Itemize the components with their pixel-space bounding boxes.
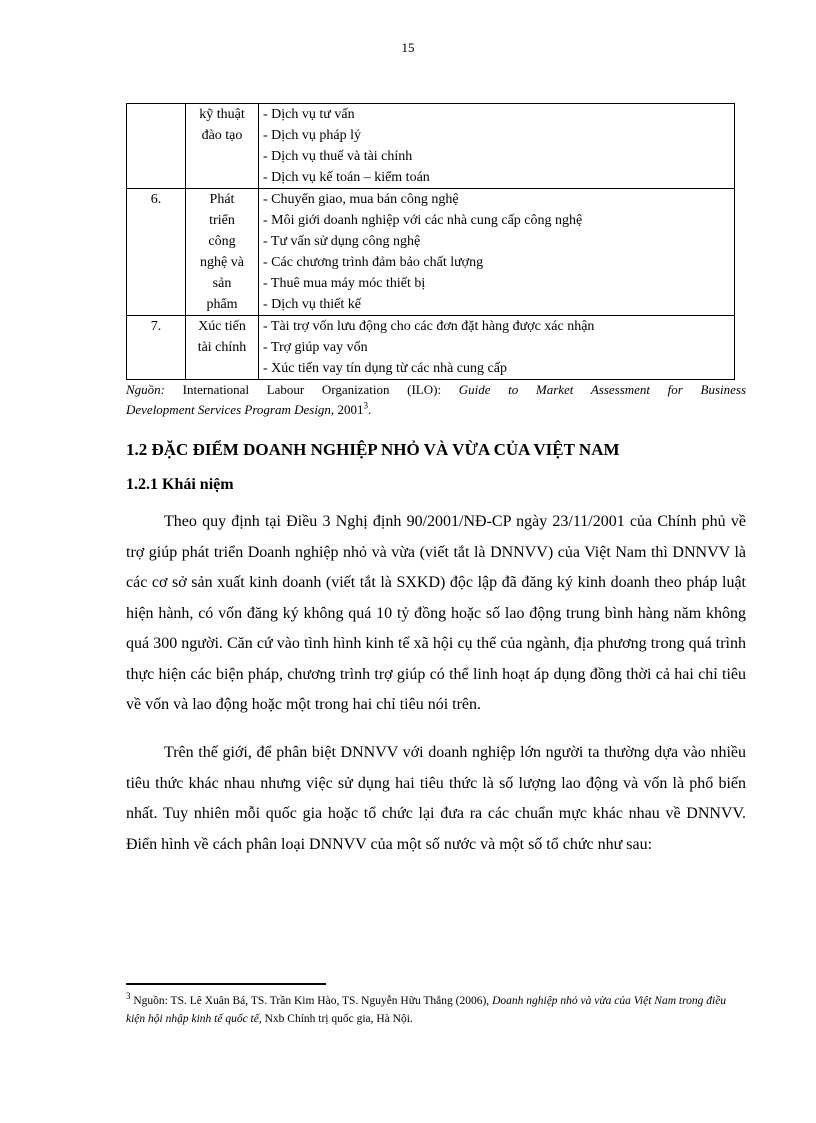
footnote-number: 3	[126, 991, 131, 1002]
category-line: đào tạo	[201, 128, 243, 143]
category-line: nghệ và	[200, 255, 244, 270]
footnote	[126, 992, 746, 1028]
row-category	[186, 104, 259, 189]
list-item: - Dịch vụ thiết kế	[263, 297, 361, 312]
row-items	[259, 104, 735, 189]
list-item: - Môi giới doanh nghiệp với các nhà cung cấp công nghệ	[263, 213, 583, 228]
table-source-note	[126, 380, 746, 420]
list-item: - Xúc tiến vay tín dụng từ các nhà cung cấp	[263, 361, 507, 376]
page-number: 15	[401, 40, 415, 55]
subsection-heading: 1.2.1 Khái niệm	[126, 476, 234, 493]
row-items	[259, 189, 735, 316]
source-org: International Labour Organization (ILO):	[165, 382, 459, 397]
source-title: Guide to Market Assessment for Business	[458, 382, 746, 397]
category-line: sản	[212, 276, 232, 291]
source-line-2	[126, 400, 746, 420]
category-line: triển	[209, 213, 235, 228]
list-item: - Dịch vụ kế toán – kiểm toán	[263, 170, 430, 185]
source-line-1	[126, 380, 746, 400]
services-table	[126, 103, 735, 380]
footnote-ref: 3	[363, 400, 368, 411]
table-row	[127, 316, 735, 380]
list-item: - Dịch vụ thuế và tài chính	[263, 149, 413, 164]
footnote-divider	[126, 983, 326, 985]
list-item: - Các chương trình đảm bảo chất lượng	[263, 255, 484, 270]
category-line: tài chính	[197, 340, 247, 355]
section-heading: 1.2 ĐẶC ĐIỂM DOANH NGHIỆP NHỎ VÀ VỪA CỦA VIỆT NAM	[126, 440, 620, 459]
list-item: - Dịch vụ tư vấn	[263, 107, 355, 122]
list-item: - Tư vấn sử dụng công nghệ	[263, 234, 421, 249]
footnote-title: Doanh nghiệp nhỏ và vừa của Việt Nam trong điều kiện hội nhập kinh tế quốc tế,	[126, 995, 727, 1025]
list-item: - Chuyển giao, mua bán công nghệ	[263, 192, 459, 207]
list-item: - Dịch vụ pháp lý	[263, 128, 361, 143]
row-category	[186, 316, 259, 380]
category-line: công	[208, 234, 236, 249]
paragraph: Theo quy định tại Điều 3 Nghị định 90/2001/NĐ-CP ngày 23/11/2001 của Chính phủ về trợ giúp phát triển Doanh nghiệp nhỏ và vừa (viết tắt là DNNVV) của Việt Nam thì DNNVV là các cơ sở sản xuất kinh doanh (viết tắt là SXKD) độc lập đã đăng ký kinh doanh theo pháp luật hiện hành, có vốn đăng ký không quá 10 tỷ đồng hoặc số lao động trung bình hàng năm không quá 300 người. Căn cứ vào tình hình kinh tế xã hội cụ thể của ngành, địa phương trong quá trình thực hiện các biện pháp, chương trình trợ giúp có thể linh hoạt áp dụng đồng thời cả hai chỉ tiêu về vốn và lao động hoặc một trong hai chỉ tiêu nói trên.	[126, 513, 746, 713]
source-end: .	[367, 402, 372, 417]
row-items	[259, 316, 735, 380]
source-label: Nguồn:	[126, 382, 165, 397]
source-title-cont: Development Services Program Design,	[126, 402, 335, 417]
row-number: 6.	[127, 189, 186, 316]
category-line: Phát	[209, 192, 235, 207]
source-year: 2001	[334, 402, 364, 417]
table-row	[127, 189, 735, 316]
list-item: - Tài trợ vốn lưu động cho các đơn đặt hàng được xác nhận	[263, 319, 595, 334]
list-item: - Trợ giúp vay vốn	[263, 340, 368, 355]
row-number: 7.	[127, 316, 186, 380]
paragraph: Trên thế giới, để phân biệt DNNVV với doanh nghiệp lớn người ta thường dựa vào nhiều tiêu thức khác nhau nhưng việc sử dụng hai tiêu thức là số lượng lao động và vốn là phổ biến nhất. Tuy nhiên mỗi quốc gia hoặc tổ chức lại đưa ra các chuẩn mực khác nhau về DNNVV. Điển hình về cách phân loại DNNVV của một số nước và một số tổ chức như sau:	[126, 744, 746, 853]
table-row	[127, 104, 735, 189]
list-item: - Thuê mua máy móc thiết bị	[263, 276, 426, 291]
category-line: Xúc tiến	[198, 319, 246, 334]
row-number	[127, 104, 186, 189]
category-line: phẩm	[206, 297, 238, 312]
category-line: kỹ thuật	[199, 107, 245, 122]
row-category	[186, 189, 259, 316]
footnote-prefix: Nguồn: TS. Lê Xuân Bá, TS. Trần Kim Hào, TS. Nguyễn Hữu Thắng (2006),	[130, 995, 493, 1007]
footnote-suffix: Nxb Chính trị quốc gia, Hà Nội.	[261, 1013, 413, 1025]
